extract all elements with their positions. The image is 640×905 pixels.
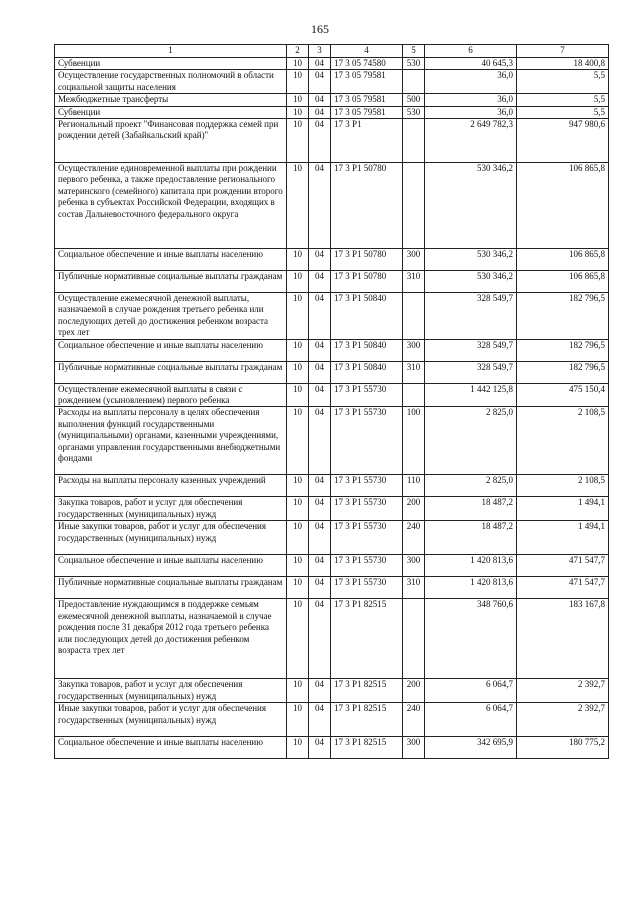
amount-executed-cell: 1 494,1: [517, 497, 609, 521]
table-row: [55, 249, 609, 271]
amount-executed-cell: 2 108,5: [517, 407, 609, 475]
section-cell: 10: [287, 163, 309, 249]
amount-2019-cell: 18 487,2: [425, 521, 517, 555]
amount-executed-cell: 2 392,7: [517, 679, 609, 703]
subsection-cell: 04: [309, 475, 331, 497]
target-article-cell: 17 3 05 74580: [331, 58, 403, 70]
subsection-cell: 04: [309, 703, 331, 737]
subsection-cell: 04: [309, 339, 331, 361]
expense-name-cell: Социальное обеспечение и иные выплаты населению: [55, 555, 287, 577]
amount-2019-cell: 6 064,7: [425, 703, 517, 737]
section-cell: 10: [287, 737, 309, 759]
target-article-cell: 17 3 P1 82515: [331, 703, 403, 737]
expense-type-cell: 310: [403, 361, 425, 383]
amount-executed-cell: 182 796,5: [517, 361, 609, 383]
subsection-cell: 04: [309, 407, 331, 475]
subsection-cell: 04: [309, 737, 331, 759]
amount-2019-cell: 328 549,7: [425, 361, 517, 383]
expense-type-cell: [403, 163, 425, 249]
target-article-cell: 17 3 P1 55730: [331, 521, 403, 555]
subsection-cell: 04: [309, 361, 331, 383]
amount-executed-cell: 2 392,7: [517, 703, 609, 737]
expense-type-cell: 300: [403, 555, 425, 577]
target-article-cell: 17 3 P1 55730: [331, 407, 403, 475]
section-cell: 10: [287, 70, 309, 94]
target-article-cell: 17 3 P1 55730: [331, 577, 403, 599]
table-row: [55, 163, 609, 249]
header-cell: 2: [287, 45, 309, 58]
amount-2019-cell: 348 760,6: [425, 599, 517, 679]
table-row: [55, 497, 609, 521]
subsection-cell: 04: [309, 599, 331, 679]
expense-name-cell: Осуществление ежемесячной денежной выплаты, назначаемой в случае рождения третьего ребенка или последующих детей до достижения ребенком возраста трех лет: [55, 293, 287, 340]
expense-name-cell: Закупка товаров, работ и услуг для обеспечения государственных (муниципальных) нужд: [55, 679, 287, 703]
target-article-cell: 17 3 P1 55730: [331, 383, 403, 407]
table-row: [55, 106, 609, 118]
subsection-cell: 04: [309, 497, 331, 521]
expense-type-cell: [403, 70, 425, 94]
target-article-cell: 17 3 P1 50840: [331, 361, 403, 383]
subsection-cell: 04: [309, 94, 331, 106]
expense-name-cell: Предоставление нуждающимся в поддержке семьям ежемесячной денежной выплаты, назначаемой в случае рождения после 31 декабря 2012 года третьего ребенка или последующих детей до достижения ребенком возраста трех лет: [55, 599, 287, 679]
section-cell: 10: [287, 555, 309, 577]
target-article-cell: 17 3 P1 50840: [331, 293, 403, 340]
expense-type-cell: 310: [403, 577, 425, 599]
subsection-cell: 04: [309, 271, 331, 293]
table-row: [55, 521, 609, 555]
expense-name-cell: Публичные нормативные социальные выплаты гражданам: [55, 361, 287, 383]
subsection-cell: 04: [309, 679, 331, 703]
section-cell: 10: [287, 475, 309, 497]
header-cell: 7: [517, 45, 609, 58]
subsection-cell: 04: [309, 293, 331, 340]
section-cell: 10: [287, 271, 309, 293]
section-cell: 10: [287, 58, 309, 70]
target-article-cell: 17 3 P1 82515: [331, 599, 403, 679]
subsection-cell: 04: [309, 70, 331, 94]
expense-type-cell: 300: [403, 249, 425, 271]
target-article-cell: 17 3 05 79581: [331, 70, 403, 94]
section-cell: 10: [287, 703, 309, 737]
amount-executed-cell: 106 865,8: [517, 271, 609, 293]
target-article-cell: 17 3 P1 82515: [331, 737, 403, 759]
section-cell: 10: [287, 407, 309, 475]
expense-type-cell: 100: [403, 407, 425, 475]
expense-type-cell: 200: [403, 497, 425, 521]
subsection-cell: 04: [309, 249, 331, 271]
expense-type-cell: 300: [403, 339, 425, 361]
target-article-cell: 17 3 P1 82515: [331, 679, 403, 703]
expense-name-cell: Социальное обеспечение и иные выплаты населению: [55, 737, 287, 759]
amount-executed-cell: 5,5: [517, 106, 609, 118]
section-cell: 10: [287, 361, 309, 383]
section-cell: 10: [287, 94, 309, 106]
amount-executed-cell: 106 865,8: [517, 163, 609, 249]
subsection-cell: 04: [309, 106, 331, 118]
amount-2019-cell: 1 442 125,8: [425, 383, 517, 407]
table-row: [55, 361, 609, 383]
amount-executed-cell: 106 865,8: [517, 249, 609, 271]
expense-type-cell: [403, 293, 425, 340]
subsection-cell: 04: [309, 163, 331, 249]
expense-name-cell: Социальное обеспечение и иные выплаты населению: [55, 249, 287, 271]
amount-2019-cell: 530 346,2: [425, 271, 517, 293]
header-cell: 5: [403, 45, 425, 58]
expense-name-cell: Осуществление ежемесячной выплаты в связи с рождением (усыновлением) первого ребенка: [55, 383, 287, 407]
target-article-cell: 17 3 P1 50780: [331, 249, 403, 271]
target-article-cell: 17 3 P1 50840: [331, 339, 403, 361]
subsection-cell: 04: [309, 119, 331, 163]
page-number: 165: [311, 22, 329, 36]
amount-2019-cell: 342 695,9: [425, 737, 517, 759]
header-cell: 4: [331, 45, 403, 58]
table-row: [55, 703, 609, 737]
section-cell: 10: [287, 577, 309, 599]
amount-executed-cell: 1 494,1: [517, 521, 609, 555]
amount-executed-cell: 182 796,5: [517, 293, 609, 340]
expense-type-cell: 300: [403, 737, 425, 759]
target-article-cell: 17 3 P1: [331, 119, 403, 163]
section-cell: 10: [287, 339, 309, 361]
expense-type-cell: 240: [403, 703, 425, 737]
amount-2019-cell: 328 549,7: [425, 293, 517, 340]
table-row: [55, 94, 609, 106]
target-article-cell: 17 3 P1 55730: [331, 555, 403, 577]
section-cell: 10: [287, 106, 309, 118]
section-cell: 10: [287, 679, 309, 703]
expense-name-cell: Закупка товаров, работ и услуг для обеспечения государственных (муниципальных) нужд: [55, 497, 287, 521]
table-row: [55, 577, 609, 599]
amount-executed-cell: 2 108,5: [517, 475, 609, 497]
budget-table: [54, 44, 609, 759]
expense-type-cell: 110: [403, 475, 425, 497]
target-article-cell: 17 3 05 79581: [331, 94, 403, 106]
amount-2019-cell: 2 649 782,3: [425, 119, 517, 163]
expense-type-cell: 530: [403, 58, 425, 70]
header-cell: 1: [55, 45, 287, 58]
expense-name-cell: Социальное обеспечение и иные выплаты населению: [55, 339, 287, 361]
expense-type-cell: 200: [403, 679, 425, 703]
table-row: [55, 339, 609, 361]
expense-name-cell: Осуществление единовременной выплаты при рождении первого ребенка, а также предоставление регионального материнского (семейного) капитала при рождении второго ребенка в субъектах Российской Федерации, входящих в состав Дальневосточного федерального округа: [55, 163, 287, 249]
amount-2019-cell: 40 645,3: [425, 58, 517, 70]
expense-name-cell: Осуществление государственных полномочий в области социальной защиты населения: [55, 70, 287, 94]
subsection-cell: 04: [309, 58, 331, 70]
amount-executed-cell: 183 167,8: [517, 599, 609, 679]
expense-name-cell: Иные закупки товаров, работ и услуг для обеспечения государственных (муниципальных) нужд: [55, 703, 287, 737]
section-cell: 10: [287, 383, 309, 407]
expense-name-cell: Расходы на выплаты персоналу в целях обеспечения выполнения функций государственными (муниципальными) органами, казенными учреждениями, органами управления государственными внебюджетными фондами: [55, 407, 287, 475]
target-article-cell: 17 3 P1 55730: [331, 475, 403, 497]
amount-executed-cell: 475 150,4: [517, 383, 609, 407]
expense-name-cell: Субвенции: [55, 106, 287, 118]
amount-2019-cell: 530 346,2: [425, 249, 517, 271]
subsection-cell: 04: [309, 383, 331, 407]
table-row: [55, 555, 609, 577]
section-cell: 10: [287, 293, 309, 340]
amount-2019-cell: 1 420 813,6: [425, 577, 517, 599]
expense-name-cell: Межбюджетные трансферты: [55, 94, 287, 106]
target-article-cell: 17 3 P1 50780: [331, 163, 403, 249]
table-row: [55, 679, 609, 703]
table-row: [55, 58, 609, 70]
table-header-row: [55, 45, 609, 58]
expense-name-cell: Публичные нормативные социальные выплаты гражданам: [55, 577, 287, 599]
expense-name-cell: Субвенции: [55, 58, 287, 70]
amount-executed-cell: 947 980,6: [517, 119, 609, 163]
subsection-cell: 04: [309, 555, 331, 577]
table-row: [55, 119, 609, 163]
section-cell: 10: [287, 521, 309, 555]
expense-name-cell: Иные закупки товаров, работ и услуг для обеспечения государственных (муниципальных) нужд: [55, 521, 287, 555]
header-cell: 6: [425, 45, 517, 58]
amount-2019-cell: 36,0: [425, 106, 517, 118]
subsection-cell: 04: [309, 577, 331, 599]
amount-executed-cell: 182 796,5: [517, 339, 609, 361]
expense-type-cell: [403, 383, 425, 407]
target-article-cell: 17 3 P1 50780: [331, 271, 403, 293]
section-cell: 10: [287, 249, 309, 271]
amount-2019-cell: 2 825,0: [425, 475, 517, 497]
table-row: [55, 70, 609, 94]
amount-executed-cell: 471 547,7: [517, 577, 609, 599]
amount-executed-cell: 471 547,7: [517, 555, 609, 577]
section-cell: 10: [287, 599, 309, 679]
table-row: [55, 407, 609, 475]
amount-executed-cell: 180 775,2: [517, 737, 609, 759]
expense-type-cell: [403, 599, 425, 679]
amount-executed-cell: 5,5: [517, 94, 609, 106]
amount-2019-cell: 2 825,0: [425, 407, 517, 475]
subsection-cell: 04: [309, 521, 331, 555]
amount-2019-cell: 328 549,7: [425, 339, 517, 361]
expense-name-cell: Региональный проект "Финансовая поддержка семей при рождении детей (Забайкальский край)": [55, 119, 287, 163]
table-row: [55, 475, 609, 497]
expense-name-cell: Публичные нормативные социальные выплаты гражданам: [55, 271, 287, 293]
table-row: [55, 293, 609, 340]
expense-type-cell: 240: [403, 521, 425, 555]
expense-type-cell: 310: [403, 271, 425, 293]
amount-2019-cell: 6 064,7: [425, 679, 517, 703]
amount-2019-cell: 36,0: [425, 94, 517, 106]
table-row: [55, 737, 609, 759]
amount-2019-cell: 530 346,2: [425, 163, 517, 249]
amount-2019-cell: 36,0: [425, 70, 517, 94]
expense-name-cell: Расходы на выплаты персоналу казенных учреждений: [55, 475, 287, 497]
section-cell: 10: [287, 119, 309, 163]
amount-2019-cell: 18 487,2: [425, 497, 517, 521]
amount-2019-cell: 1 420 813,6: [425, 555, 517, 577]
expense-type-cell: 530: [403, 106, 425, 118]
target-article-cell: 17 3 05 79581: [331, 106, 403, 118]
table-row: [55, 599, 609, 679]
amount-executed-cell: 18 400,8: [517, 58, 609, 70]
target-article-cell: 17 3 P1 55730: [331, 497, 403, 521]
header-cell: 3: [309, 45, 331, 58]
section-cell: 10: [287, 497, 309, 521]
table-row: [55, 271, 609, 293]
amount-executed-cell: 5,5: [517, 70, 609, 94]
expense-type-cell: 500: [403, 94, 425, 106]
table-row: [55, 383, 609, 407]
expense-type-cell: [403, 119, 425, 163]
